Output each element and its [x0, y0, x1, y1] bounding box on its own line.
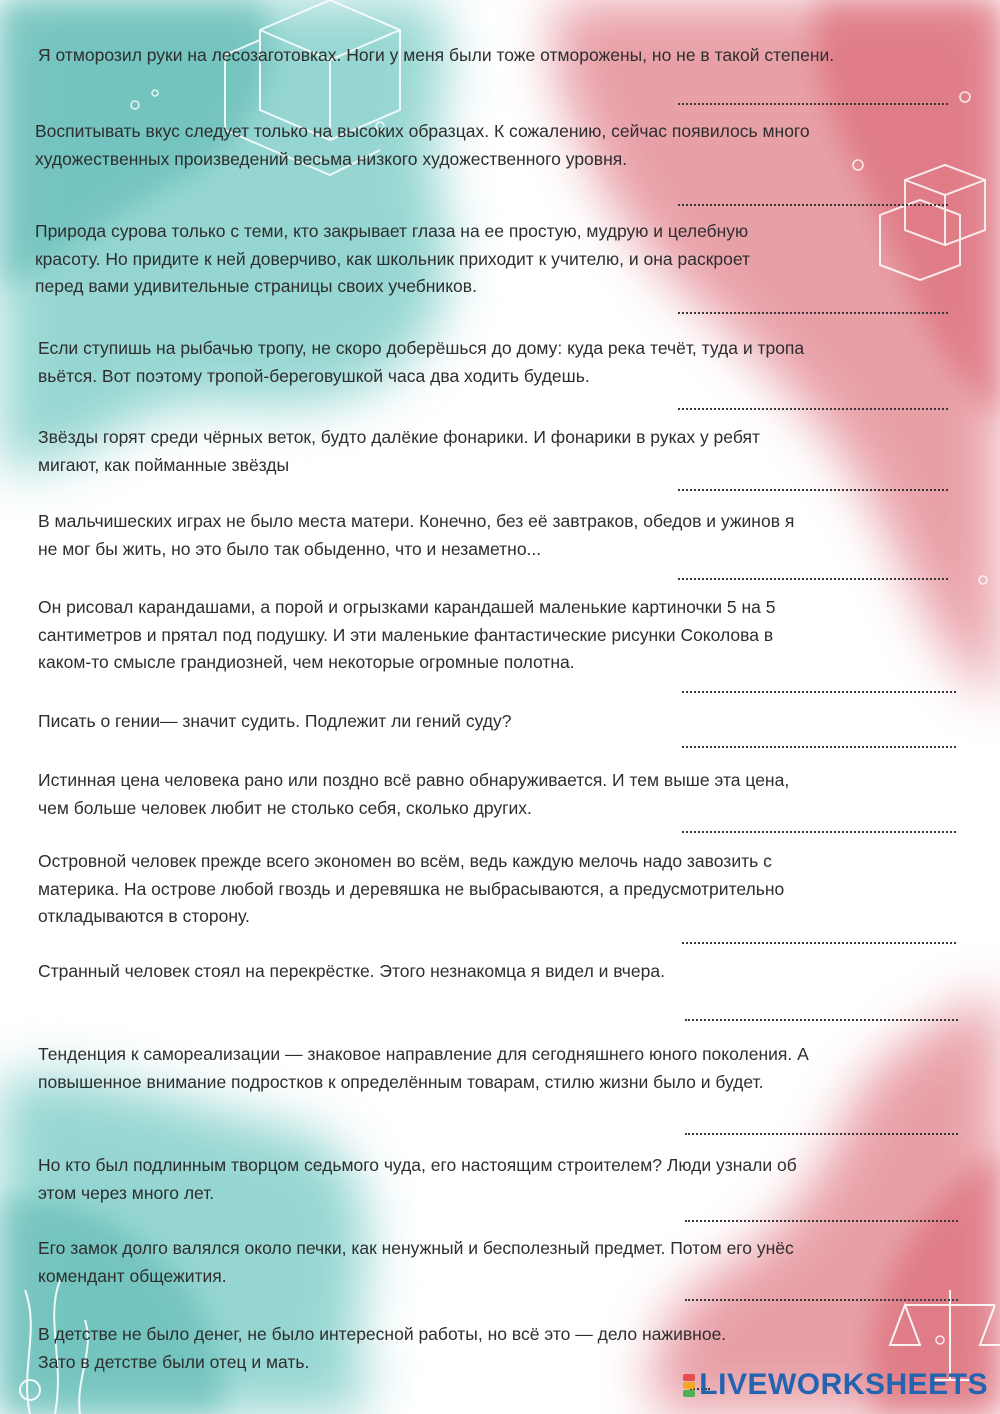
- badge-stripe: [683, 1390, 695, 1397]
- answer-field-8[interactable]: [682, 730, 956, 748]
- badge-stripe: [683, 1382, 695, 1389]
- exercise-item-13: [38, 1152, 988, 1207]
- exercise-item-2: [35, 118, 985, 173]
- exercise-item-10: [38, 848, 988, 931]
- item-text: В мальчишеских играх не было места матери. Конечно, без её завтраков, обедов и ужинов я не мог бы жить, но это было так обыденно, что и незаметно...: [38, 511, 795, 559]
- item-text: Истинная цена человека рано или поздно всё равно обнаруживается. И тем выше эта цена, чем больше человек любит не столько себя, сколько других.: [38, 770, 790, 818]
- item-text: Писать о гении— значит судить. Подлежит ли гений суду?: [38, 711, 512, 731]
- answer-field-7[interactable]: [682, 675, 956, 693]
- exercise-item-14: [38, 1235, 988, 1290]
- item-text: Островной человек прежде всего экономен во всём, ведь каждую мелочь надо завозить с материка. На острове любой гвоздь и деревяшка не выбрасываются, а предусмотрительно откладываются в сторону.: [38, 851, 785, 926]
- exercise-item-4: [38, 335, 988, 390]
- logo-text: LIVEWORKSHEETS: [699, 1368, 988, 1401]
- answer-field-11[interactable]: [685, 1003, 958, 1021]
- item-text: Я отморозил руки на лесозаготовках. Ноги у меня были тоже отморожены, но не в такой степени.: [38, 45, 835, 65]
- answer-field-9[interactable]: [682, 815, 956, 833]
- item-text: Он рисовал карандашами, а порой и огрызками карандашей маленькие картиночки 5 на 5 сантиметров и прятал под подушку. И эти маленькие фантастические рисунки Соколова в каком-то смысле грандиозней, чем некоторые огромные полотна.: [38, 597, 776, 672]
- exercise-item-1: [38, 42, 988, 70]
- item-text: Природа сурова только с теми, кто закрывает глаза на ее простую, мудрую и целебную красоту. Но придите к ней доверчиво, как школьник приходит к учителю, и она раскроет перед вами удивительные страницы своих учебников.: [35, 221, 750, 296]
- exercise-item-12: [38, 1041, 988, 1096]
- item-text: Звёзды горят среди чёрных веток, будто далёкие фонарики. И фонарики в руках у ребят мигают, как пойманные звёзды: [38, 427, 760, 475]
- item-text: Но кто был подлинным творцом седьмого чуда, его настоящим строителем? Люди узнали об этом через много лет.: [38, 1155, 797, 1203]
- answer-field-3[interactable]: [678, 296, 948, 314]
- answer-field-1[interactable]: [678, 87, 948, 105]
- exercise-item-11: [38, 958, 988, 986]
- item-text: Странный человек стоял на перекрёстке. Этого незнакомца я видел и вчера.: [38, 961, 665, 981]
- liveworksheets-logo[interactable]: [683, 1368, 988, 1402]
- exercise-item-9: [38, 767, 988, 822]
- live-badge-icon: [683, 1368, 695, 1402]
- exercise-item-3: [35, 218, 985, 301]
- item-text: В детстве не было денег, не было интересной работы, но всё это — дело наживное. Зато в детстве были отец и мать.: [38, 1324, 727, 1372]
- item-text: Если ступишь на рыбачью тропу, не скоро доберёшься до дому: куда река течёт, туда и тропа вьётся. Вот поэтому тропой-береговушкой часа два ходить будешь.: [38, 338, 805, 386]
- exercise-item-7: [38, 594, 988, 677]
- answer-field-2[interactable]: [678, 188, 948, 206]
- answer-field-6[interactable]: [678, 562, 948, 580]
- answer-field-14[interactable]: [685, 1283, 958, 1301]
- item-text: Его замок долго валялся около печки, как ненужный и бесполезный предмет. Потом его унёс комендант общежития.: [38, 1238, 794, 1286]
- item-text: Тенденция к самореализации — знаковое направление для сегодняшнего юного поколения. А повышенное внимание подростков к определённым товарам, стилю жизни было и будет.: [38, 1044, 809, 1092]
- answer-field-10[interactable]: [682, 926, 956, 944]
- answer-field-4[interactable]: [678, 392, 948, 410]
- badge-stripe: [683, 1374, 695, 1381]
- exercise-item-6: [38, 508, 988, 563]
- answer-field-5[interactable]: [678, 473, 948, 491]
- exercise-item-5: [38, 424, 988, 479]
- answer-field-12[interactable]: [685, 1117, 958, 1135]
- item-text: Воспитывать вкус следует только на высоких образцах. К сожалению, сейчас появилось много художественных произведений весьма низкого художественного уровня.: [35, 121, 810, 169]
- answer-field-13[interactable]: [685, 1204, 958, 1222]
